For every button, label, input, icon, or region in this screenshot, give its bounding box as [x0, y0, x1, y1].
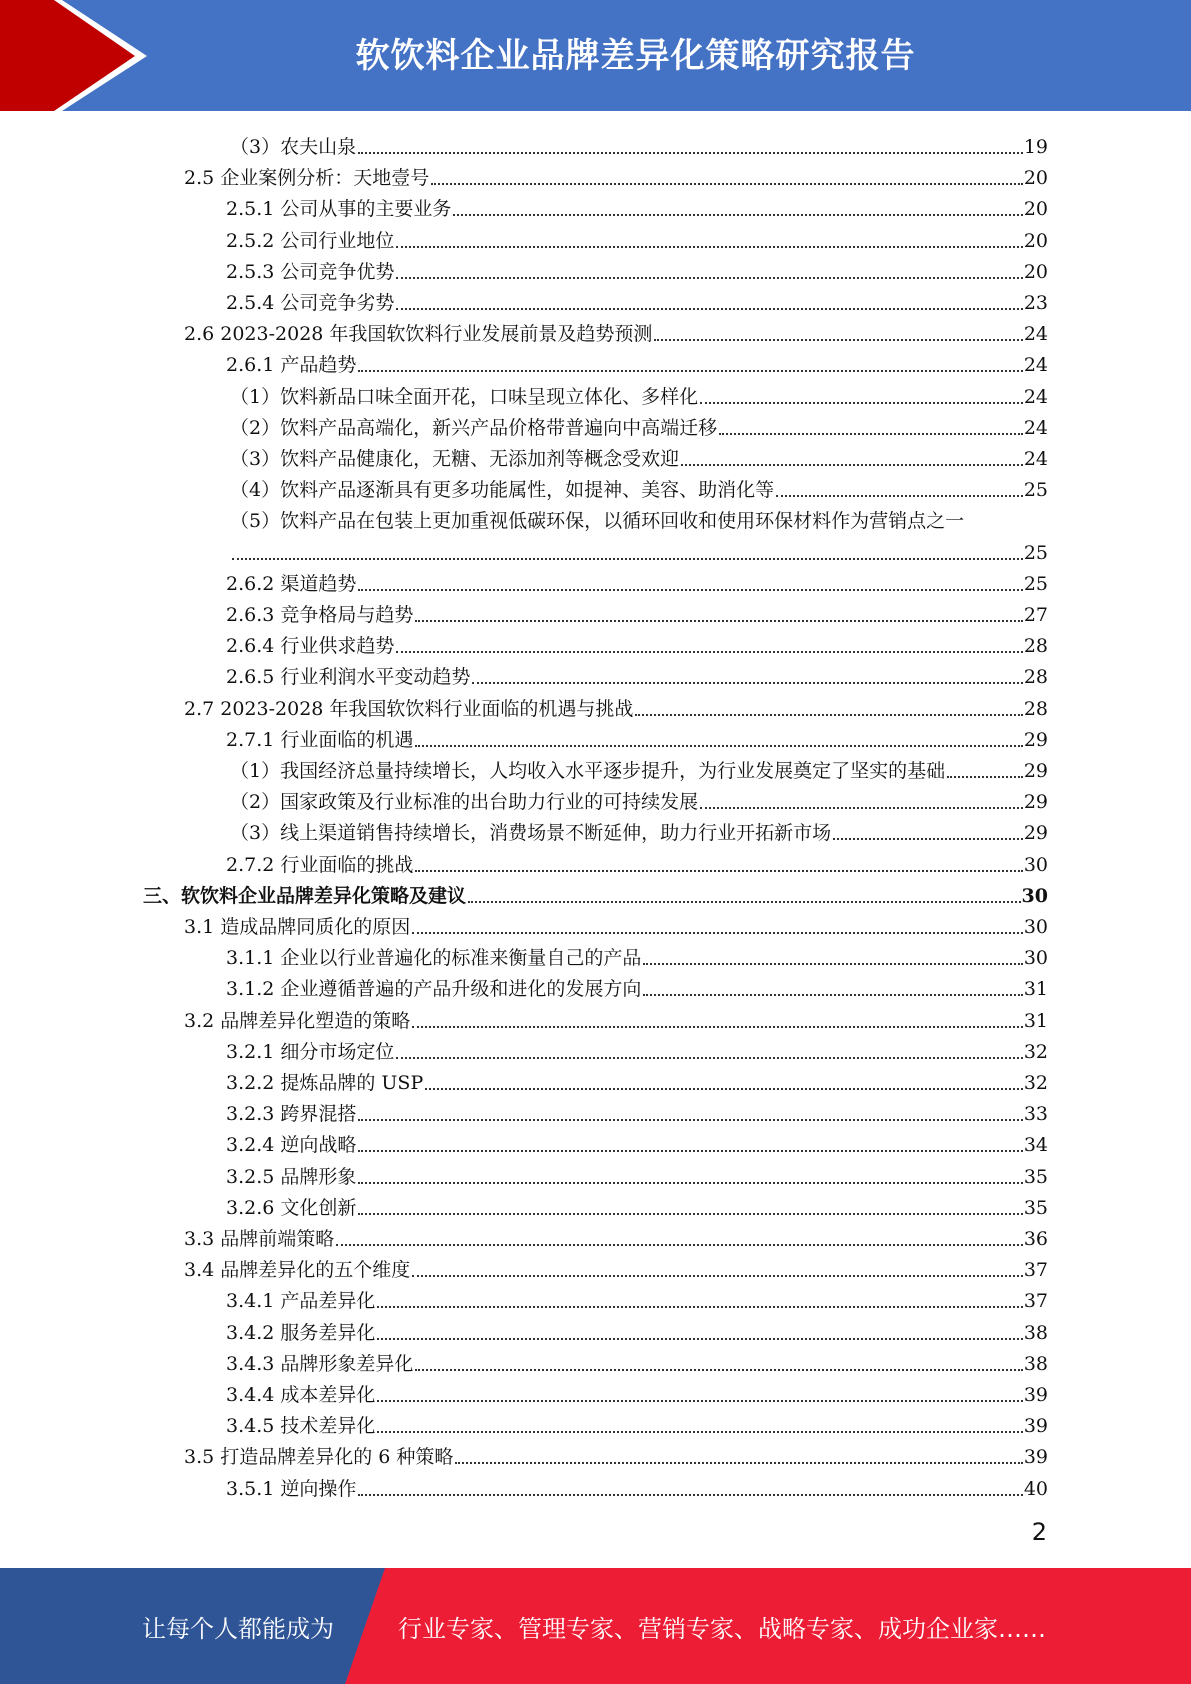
toc-entry-page: 34 — [1023, 1134, 1048, 1157]
toc-entry-page: 20 — [1023, 229, 1048, 252]
page-footer — [0, 1568, 1191, 1684]
toc-dot-leader — [358, 1182, 1022, 1184]
toc-dot-leader — [415, 745, 1022, 747]
toc-dot-leader — [396, 277, 1022, 279]
toc-entry[interactable] — [184, 1002, 1048, 1033]
toc-entry-page: 32 — [1023, 1072, 1048, 1094]
toc-entry[interactable] — [143, 877, 1048, 908]
toc-entry-label: 2.5.3 公司竞争优势 — [226, 260, 395, 283]
toc-entry-label: （4）饮料产品逐渐具有更多功能属性，如提神、美容、助消化等 — [230, 479, 775, 502]
toc-dot-leader — [358, 152, 1023, 154]
toc-entry-label: 3.1 造成品牌同质化的原因 — [184, 916, 411, 938]
toc-entry[interactable] — [226, 1095, 1048, 1126]
toc-entry-label: 3.2.6 文化创新 — [226, 1196, 357, 1219]
toc-entry-page: 29 — [1023, 728, 1048, 751]
toc-entry[interactable] — [226, 222, 1048, 253]
toc-dot-leader — [396, 651, 1022, 653]
page-header — [0, 0, 1191, 111]
toc-entry-label: 3.5 打造品牌差异化的 6 种策略 — [184, 1446, 454, 1469]
toc-entry-page: 20 — [1023, 198, 1048, 221]
toc-entry[interactable] — [226, 346, 1048, 377]
toc-dot-leader — [412, 1026, 1023, 1028]
toc-dot-leader — [700, 402, 1023, 404]
toc-dot-leader — [415, 620, 1022, 622]
toc-dot-leader — [643, 963, 1022, 965]
toc-entry[interactable] — [230, 814, 1048, 845]
toc-dot-leader — [468, 901, 1021, 903]
toc-entry[interactable] — [184, 159, 1048, 190]
toc-entry[interactable] — [230, 783, 1048, 814]
toc-dot-leader — [455, 1462, 1022, 1464]
toc-entry[interactable] — [226, 1064, 1048, 1095]
toc-entry-label: （3）线上渠道销售持续增长，消费场景不断延伸，助力行业开拓新市场 — [230, 822, 832, 845]
toc-entry-label: （1）饮料新品口味全面开花，口味呈现立体化、多样化 — [230, 385, 699, 408]
toc-entry-page: 24 — [1023, 416, 1048, 439]
toc-entry[interactable] — [226, 1158, 1048, 1189]
toc-entry-label: 3.2.5 品牌形象 — [226, 1165, 357, 1188]
toc-entry-page: 37 — [1023, 1290, 1048, 1313]
toc-dot-leader — [947, 776, 1023, 778]
toc-entry-page: 19 — [1023, 136, 1048, 158]
toc-entry[interactable] — [226, 939, 1048, 970]
toc-entry[interactable] — [184, 315, 1048, 346]
toc-entry-page: 35 — [1023, 1165, 1048, 1188]
toc-entry[interactable] — [226, 1033, 1048, 1064]
toc-dot-leader — [776, 495, 1023, 497]
toc-entry-page: 36 — [1023, 1228, 1048, 1250]
toc-entry-page: 24 — [1023, 448, 1048, 470]
toc-entry[interactable] — [184, 1251, 1048, 1282]
toc-entry-label: 2.6 2023-2028 年我国软饮料行业发展前景及趋势预测 — [184, 323, 653, 346]
toc-dot-leader — [358, 1119, 1022, 1121]
toc-dot-leader — [396, 308, 1022, 310]
toc-entry-page: 39 — [1023, 1415, 1048, 1438]
footer-slogan-left: 让每个人都能成为 — [142, 1614, 334, 1643]
toc-dot-leader — [377, 1400, 1022, 1402]
toc-entry-label: 3.1.2 企业遵循普遍的产品升级和进化的发展方向 — [226, 978, 642, 1001]
toc-dot-leader — [700, 807, 1023, 809]
toc-entry-page: 38 — [1023, 1352, 1048, 1375]
toc-entry[interactable] — [226, 565, 1048, 596]
toc-entry[interactable] — [230, 471, 1048, 502]
toc-dot-leader — [453, 214, 1022, 216]
toc-entry-label: （3）农夫山泉 — [230, 136, 357, 158]
toc-entry-label: 3.4.4 成本差异化 — [226, 1384, 376, 1406]
toc-entry-label: （2）饮料产品高端化，新兴产品价格带普遍向中高端迁移 — [230, 416, 718, 439]
toc-dot-leader — [415, 870, 1022, 872]
toc-entry-label: 2.6.4 行业供求趋势 — [226, 635, 395, 658]
toc-dot-leader — [396, 1057, 1022, 1059]
toc-dot-leader — [377, 1338, 1022, 1340]
toc-entry-page: 25 — [1023, 541, 1048, 564]
toc-entry-page: 29 — [1023, 822, 1048, 845]
toc-dot-leader — [412, 932, 1023, 934]
toc-entry-page: 37 — [1023, 1259, 1048, 1282]
toc-entry[interactable] — [184, 1220, 1048, 1251]
toc-entry-page: 23 — [1023, 292, 1048, 314]
toc-entry[interactable] — [226, 1470, 1048, 1501]
toc-entry-label: 2.5.2 公司行业地位 — [226, 229, 395, 252]
toc-entry-label: （3）饮料产品健康化，无糖、无添加剂等概念受欢迎 — [230, 448, 680, 470]
toc-entry[interactable] — [226, 721, 1048, 752]
report-title: 软饮料企业品牌差异化策略研究报告 — [355, 35, 916, 76]
toc-dot-leader — [377, 1431, 1022, 1433]
toc-entry-page: 29 — [1023, 791, 1048, 814]
toc-entry-page: 24 — [1023, 354, 1048, 377]
toc-dot-leader — [358, 1494, 1022, 1496]
toc-entry-page: 31 — [1023, 978, 1048, 1001]
toc-dot-leader — [396, 246, 1022, 248]
toc-entry[interactable] — [230, 502, 1048, 533]
toc-entry-page: 30 — [1023, 947, 1048, 970]
toc-entry-label: （5）饮料产品在包装上更加重视低碳环保，以循环回收和使用环保材料作为营销点之一 — [230, 510, 965, 533]
toc-entry-label: 3.4.2 服务差异化 — [226, 1321, 376, 1344]
toc-entry-label: 2.5.4 公司竞争劣势 — [226, 292, 395, 314]
toc-entry[interactable] — [226, 658, 1048, 689]
toc-entry-page: 30 — [1023, 853, 1048, 876]
toc-entry-label: 2.6.3 竞争格局与趋势 — [226, 604, 414, 626]
toc-dot-leader — [431, 183, 1023, 185]
toc-entry-label: 2.7 2023-2028 年我国软饮料行业面临的机遇与挑战 — [184, 697, 634, 720]
toc-dot-leader — [472, 682, 1022, 684]
toc-entry[interactable] — [226, 284, 1048, 315]
toc-entry-label: 3.4.3 品牌形象差异化 — [226, 1352, 414, 1375]
toc-entry[interactable] — [226, 596, 1048, 627]
toc-entry-label: 三、软饮料企业品牌差异化策略及建议 — [143, 884, 467, 907]
toc-dot-leader — [643, 994, 1022, 996]
toc-entry[interactable] — [226, 627, 1048, 658]
toc-dot-leader — [833, 838, 1023, 840]
toc-dot-leader — [415, 1369, 1022, 1371]
toc-entry[interactable] — [226, 1126, 1048, 1157]
toc-entry-label: 3.5.1 逆向操作 — [226, 1477, 357, 1500]
toc-entry[interactable] — [184, 1438, 1048, 1469]
toc-dot-leader — [377, 1306, 1022, 1308]
toc-entry-label: 2.5.1 公司从事的主要业务 — [226, 198, 452, 221]
toc-entry-page: 31 — [1023, 1009, 1048, 1032]
page-number: 2 — [1031, 1518, 1047, 1546]
toc-entry-page: 25 — [1023, 479, 1048, 502]
toc-entry-page: 27 — [1023, 604, 1048, 626]
toc-entry[interactable] — [226, 970, 1048, 1001]
toc-entry-page: 28 — [1023, 666, 1048, 689]
toc-entry-label: 2.7.2 行业面临的挑战 — [226, 853, 414, 876]
toc-entry-page: 28 — [1023, 697, 1048, 720]
toc-entry[interactable] — [226, 1345, 1048, 1376]
toc-entry[interactable] — [230, 378, 1048, 409]
toc-entry-label: 3.4.1 产品差异化 — [226, 1290, 376, 1313]
toc-entry-page: 30 — [1023, 916, 1048, 938]
toc-entry-label: 3.2 品牌差异化塑造的策略 — [184, 1009, 411, 1032]
toc-dot-leader — [412, 1275, 1023, 1277]
toc-entry-page: 32 — [1023, 1040, 1048, 1063]
toc-entry[interactable] — [230, 128, 1048, 159]
toc-entry-page: 38 — [1023, 1321, 1048, 1344]
toc-entry[interactable] — [226, 846, 1048, 877]
toc-entry[interactable] — [184, 690, 1048, 721]
toc-entry-page: 40 — [1023, 1477, 1048, 1500]
toc-entry-page: 33 — [1023, 1103, 1048, 1126]
toc-dot-leader — [681, 464, 1023, 466]
toc-entry-page: 29 — [1023, 760, 1048, 782]
toc-entry-label: 2.6.5 行业利润水平变动趋势 — [226, 666, 471, 689]
toc-entry-page: 35 — [1023, 1196, 1048, 1219]
toc-entry-page: 25 — [1023, 572, 1048, 595]
toc-entry-page: 39 — [1023, 1384, 1048, 1406]
toc-dot-leader — [358, 1150, 1022, 1152]
toc-entry-label: 2.7.1 行业面临的机遇 — [226, 728, 414, 751]
toc-entry-label: 3.2.2 提炼品牌的 USP — [226, 1072, 424, 1094]
toc-dot-leader — [232, 558, 1023, 560]
toc-entry[interactable] — [226, 1407, 1048, 1438]
footer-slogan-right: 行业专家、管理专家、营销专家、战略专家、成功企业家…… — [398, 1614, 1046, 1643]
toc-entry[interactable] — [226, 253, 1048, 284]
toc-entry-label: 2.5 企业案例分析：天地壹号 — [184, 167, 430, 190]
toc-dot-leader — [635, 714, 1022, 716]
toc-entry[interactable] — [226, 1314, 1048, 1345]
toc-entry-label: 2.6.2 渠道趋势 — [226, 572, 357, 595]
toc-dot-leader — [654, 339, 1022, 341]
toc-entry-page: 39 — [1023, 1446, 1048, 1469]
toc-entry-page: 24 — [1023, 323, 1048, 346]
toc-dot-leader — [358, 370, 1022, 372]
toc-entry-page: 30 — [1021, 884, 1048, 907]
toc-entry-page: 20 — [1023, 260, 1048, 283]
toc-entry[interactable] — [226, 1376, 1048, 1407]
toc-entry[interactable] — [230, 440, 1048, 471]
toc-dot-leader — [719, 433, 1023, 435]
toc-entry-label: 2.6.1 产品趋势 — [226, 354, 357, 377]
toc-entry[interactable] — [226, 1282, 1048, 1313]
toc-entry-label: 3.4.5 技术差异化 — [226, 1415, 376, 1438]
toc-entry[interactable] — [230, 409, 1048, 440]
toc-entry-page: 28 — [1023, 635, 1048, 658]
toc-entry[interactable] — [230, 534, 1048, 565]
chevron-arrow-icon — [0, 0, 160, 111]
toc-entry-label: （2）国家政策及行业标准的出台助力行业的可持续发展 — [230, 791, 699, 814]
toc-entry[interactable] — [226, 1189, 1048, 1220]
toc-entry-page: 24 — [1023, 385, 1048, 408]
toc-dot-leader — [358, 1213, 1022, 1215]
toc-dot-leader — [336, 1244, 1023, 1246]
toc-dot-leader — [425, 1088, 1023, 1090]
toc-entry-label: 3.4 品牌差异化的五个维度 — [184, 1259, 411, 1282]
toc-entry-label: 3.2.3 跨界混搭 — [226, 1103, 357, 1126]
toc-entry[interactable] — [230, 752, 1048, 783]
toc-entry-label: （1）我国经济总量持续增长，人均收入水平逐步提升，为行业发展奠定了坚实的基础 — [230, 760, 946, 782]
toc-entry-label: 3.2.1 细分市场定位 — [226, 1040, 395, 1063]
toc-entry-label: 3.3 品牌前端策略 — [184, 1228, 335, 1250]
toc-dot-leader — [358, 589, 1022, 591]
toc-entry[interactable] — [184, 908, 1048, 939]
toc-entry[interactable] — [226, 190, 1048, 221]
toc-entry-label: 3.1.1 企业以行业普遍化的标准来衡量自己的产品 — [226, 947, 642, 970]
toc-entry-page: 20 — [1023, 167, 1048, 190]
toc-entry-label: 3.2.4 逆向战略 — [226, 1134, 357, 1157]
